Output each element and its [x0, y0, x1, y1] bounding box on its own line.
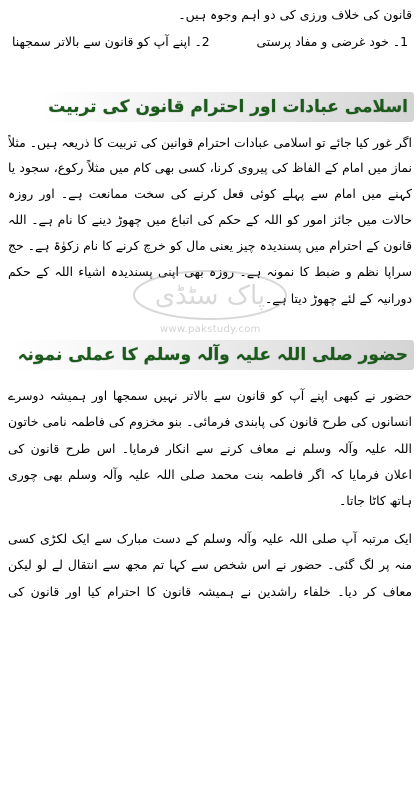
paragraph-line: نماز میں امام کے الفاظ کی پیروی کرنا، کسی بھی کام میں مثلاً رکوع، سجود یا — [8, 160, 412, 175]
point-1: 1۔ خود غرضی و مفاد پرستی — [256, 34, 408, 49]
paragraph-line: حضور نے کبھی اپنے آپ کو قانون سے بالاتر نہیں سمجھا اور ہمیشہ دوسرے — [8, 388, 412, 403]
paragraph-line: انسانوں کی طرح قانون کی پابندی فرمائی۔ بنو مخزوم کی فاطمہ نامی خاتون — [8, 414, 412, 429]
paragraph-line: منہ پر لگ گئی۔ حضور نے اس شخص سے کہا تم مجھ سے انتقال لے لو لیکن — [8, 557, 412, 572]
paragraph-line: کہنے میں امام سے پہلے کوئی فعل کرنے کی سخت ممانعت ہے۔ اور روزہ — [8, 186, 412, 201]
point-2: 2۔ اپنے آپ کو قانون سے بالاتر سمجھنا — [12, 34, 210, 49]
section-heading-worship: اسلامی عبادات اور احترام قانون کی تربیت — [42, 92, 414, 122]
section-heading-prophet-example: حضور صلی اللہ علیہ وآلہ وسلم کا عملی نمونہ — [12, 340, 414, 370]
paragraph-line: ایک مرتبہ آپ صلی اللہ علیہ وآلہ وسلم کے دست مبارک سے ایک لکڑی کسی — [8, 531, 412, 546]
paragraph-line: قانون کے احترام میں پسندیدہ چیز یعنی مال کو خرچ کرنے کا نام زکوٰۃ ہے۔ حج — [8, 238, 412, 253]
paragraph-line: معاف کر دیا۔ خلفاء راشدین نے ہمیشہ قانون کا احترام کیا اور قانون کی — [8, 584, 412, 599]
intro-line: قانون کی خلاف ورزی کی دو اہم وجوہ ہیں۔ — [178, 7, 412, 22]
paragraph-line: دورانیہ کے لئے چھوڑ دیتا ہے۔ — [264, 291, 412, 306]
paragraph-line: حالات میں جائز امور کو اللہ کے حکم کی اتباع میں چھوڑ دینے کا نام ہے۔ اللہ — [8, 212, 412, 227]
paragraph-line: اعلان فرمایا کہ اگر فاطمہ بنت محمد صلی اللہ علیہ وآلہ وسلم بھی چوری — [8, 467, 412, 482]
watermark-url: www.pakstudy.com — [160, 324, 261, 335]
watermark-logo-text: پاک سٹڈی — [154, 281, 266, 311]
paragraph-line: سراپا نظم و ضبط کا نمونہ ہے۔ روزہ بھی اپنی پسندیدہ اشیاء اللہ کے حکم — [8, 264, 412, 279]
paragraph-line: اللہ علیہ وآلہ وسلم نے معاف کرنے سے انکار فرمایا۔ اس طرح قانون کی — [8, 441, 412, 456]
paragraph-line: ہاتھ کاٹا جاتا۔ — [338, 493, 412, 508]
points-row — [12, 32, 408, 52]
paragraph-line: اگر غور کیا جائے تو اسلامی عبادات احترام قوانین کی تربیت کا ذریعہ ہیں۔ مثلاً — [8, 135, 412, 150]
